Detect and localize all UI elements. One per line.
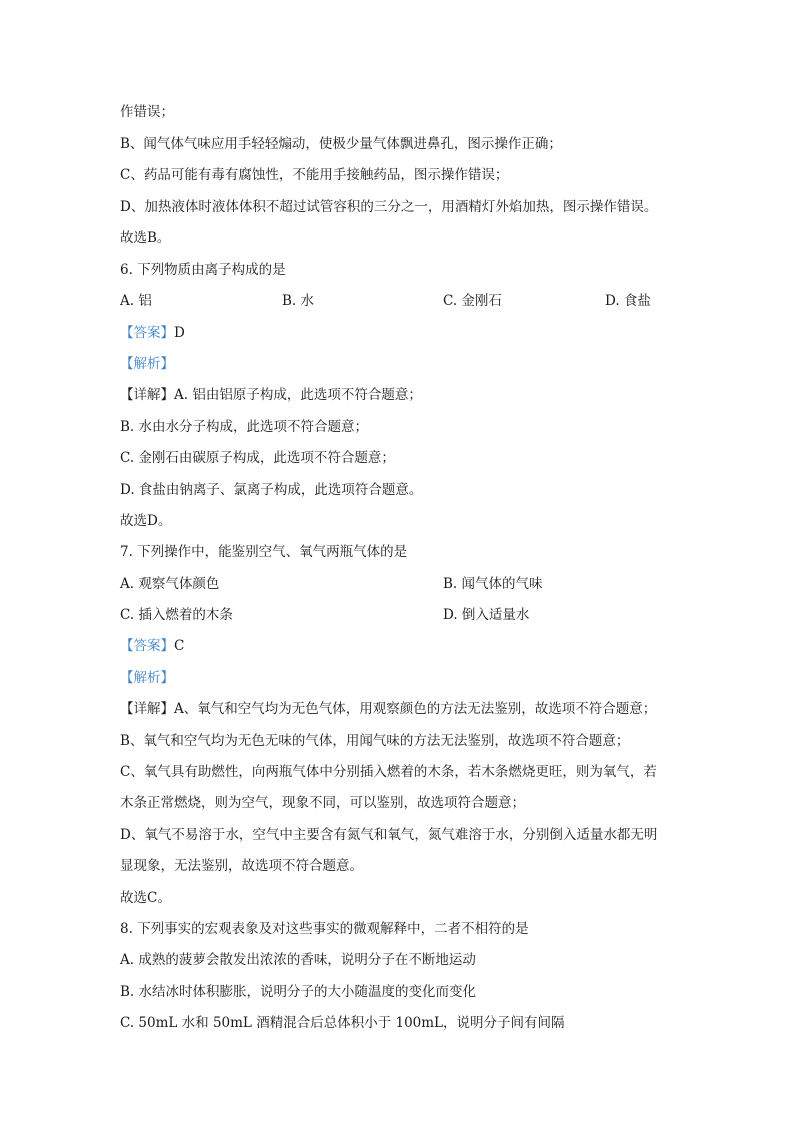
q6-option-d: D. 食盐 [605, 293, 651, 309]
q8-option-a: A. 成熟的菠萝会散发出浓浓的香味，说明分子在不断地运动 [120, 952, 476, 968]
q8-option-c: C. 50mL 水和 50mL 酒精混合后总体积小于 100mL，说明分子间有间隔 [120, 1015, 565, 1031]
q6-conclusion: 故选D。 [120, 513, 172, 529]
answer-value: C [174, 638, 185, 654]
text-line: 故选B。 [120, 230, 171, 246]
answer-tag: 【答案】 [120, 325, 174, 341]
q7-answer [120, 637, 184, 655]
q7-analysis-tag: 【解析】 [120, 670, 174, 686]
text-line: 作错误； [120, 104, 174, 120]
q8-option-b: B. 水结冰时体积膨胀，说明分子的大小随温度的变化而变化 [120, 984, 477, 1000]
q6-option-a: A. 铝 [120, 293, 152, 309]
q6-detail-4: D. 食盐由钠离子、氯离子构成，此选项符合题意。 [120, 482, 423, 498]
question-7: 7. 下列操作中，能鉴别空气、氧气两瓶气体的是 [120, 544, 408, 560]
q6-option-b: B. 水 [282, 293, 315, 309]
detail-tag: 【详解】 [120, 387, 174, 403]
q6-detail-2: B. 水由水分子构成，此选项不符合题意； [120, 419, 369, 435]
detail-text: A. 铝由铝原子构成，此选项不符合题意； [174, 387, 422, 403]
q7-conclusion: 故选C。 [120, 890, 171, 906]
q7-detail-4a: D、氧气不易溶于水，空气中主要含有氮气和氧气，氮气难溶于水，分别倒入适量水都无明 [120, 827, 658, 843]
q6-answer [120, 324, 185, 342]
text-line: B、闻气体气味应用手轻轻煽动，使极少量气体飘进鼻孔，图示操作正确； [120, 136, 562, 152]
detail-tag: 【详解】 [120, 701, 174, 717]
question-6: 6. 下列物质由离子构成的是 [120, 262, 286, 278]
q6-detail-3: C. 金刚石由碳原子构成，此选项不符合题意； [120, 450, 395, 466]
q7-option-c: C. 插入燃着的木条 [120, 607, 233, 623]
question-8: 8. 下列事实的宏观表象及对这些事实的微观解释中，二者不相符的是 [120, 921, 529, 937]
answer-value: D [174, 325, 185, 341]
q7-detail-1 [120, 700, 656, 718]
q7-detail-4b: 显现象，无法鉴别，故选项不符合题意。 [120, 858, 363, 874]
text-line: C、药品可能有毒有腐蚀性，不能用手接触药品，图示操作错误； [120, 167, 509, 183]
q6-option-c: C. 金刚石 [443, 293, 502, 309]
q7-option-b: B. 闻气体的气味 [443, 576, 543, 592]
q6-detail-1 [120, 386, 422, 404]
answer-tag: 【答案】 [120, 638, 174, 654]
q7-option-a: A. 观察气体颜色 [120, 576, 220, 592]
detail-text: A、氧气和空气均为无色气体，用观察颜色的方法无法鉴别，故选项不符合题意； [174, 701, 657, 717]
q7-detail-3b: 木条正常燃烧，则为空气，现象不同，可以鉴别，故选项符合题意； [120, 795, 525, 811]
q7-detail-2: B、氧气和空气均为无色无味的气体，用闻气味的方法无法鉴别，故选项不符合题意； [120, 733, 630, 749]
q7-option-d: D. 倒入适量水 [443, 607, 530, 623]
text-line: D、加热液体时液体体积不超过试管容积的三分之一，用酒精灯外焰加热，图示操作错误。 [120, 199, 658, 215]
q7-detail-3a: C、氧气具有助燃性，向两瓶气体中分别插入燃着的木条，若木条燃烧更旺，则为氧气，若 [120, 764, 657, 780]
q6-analysis-tag: 【解析】 [120, 356, 174, 372]
